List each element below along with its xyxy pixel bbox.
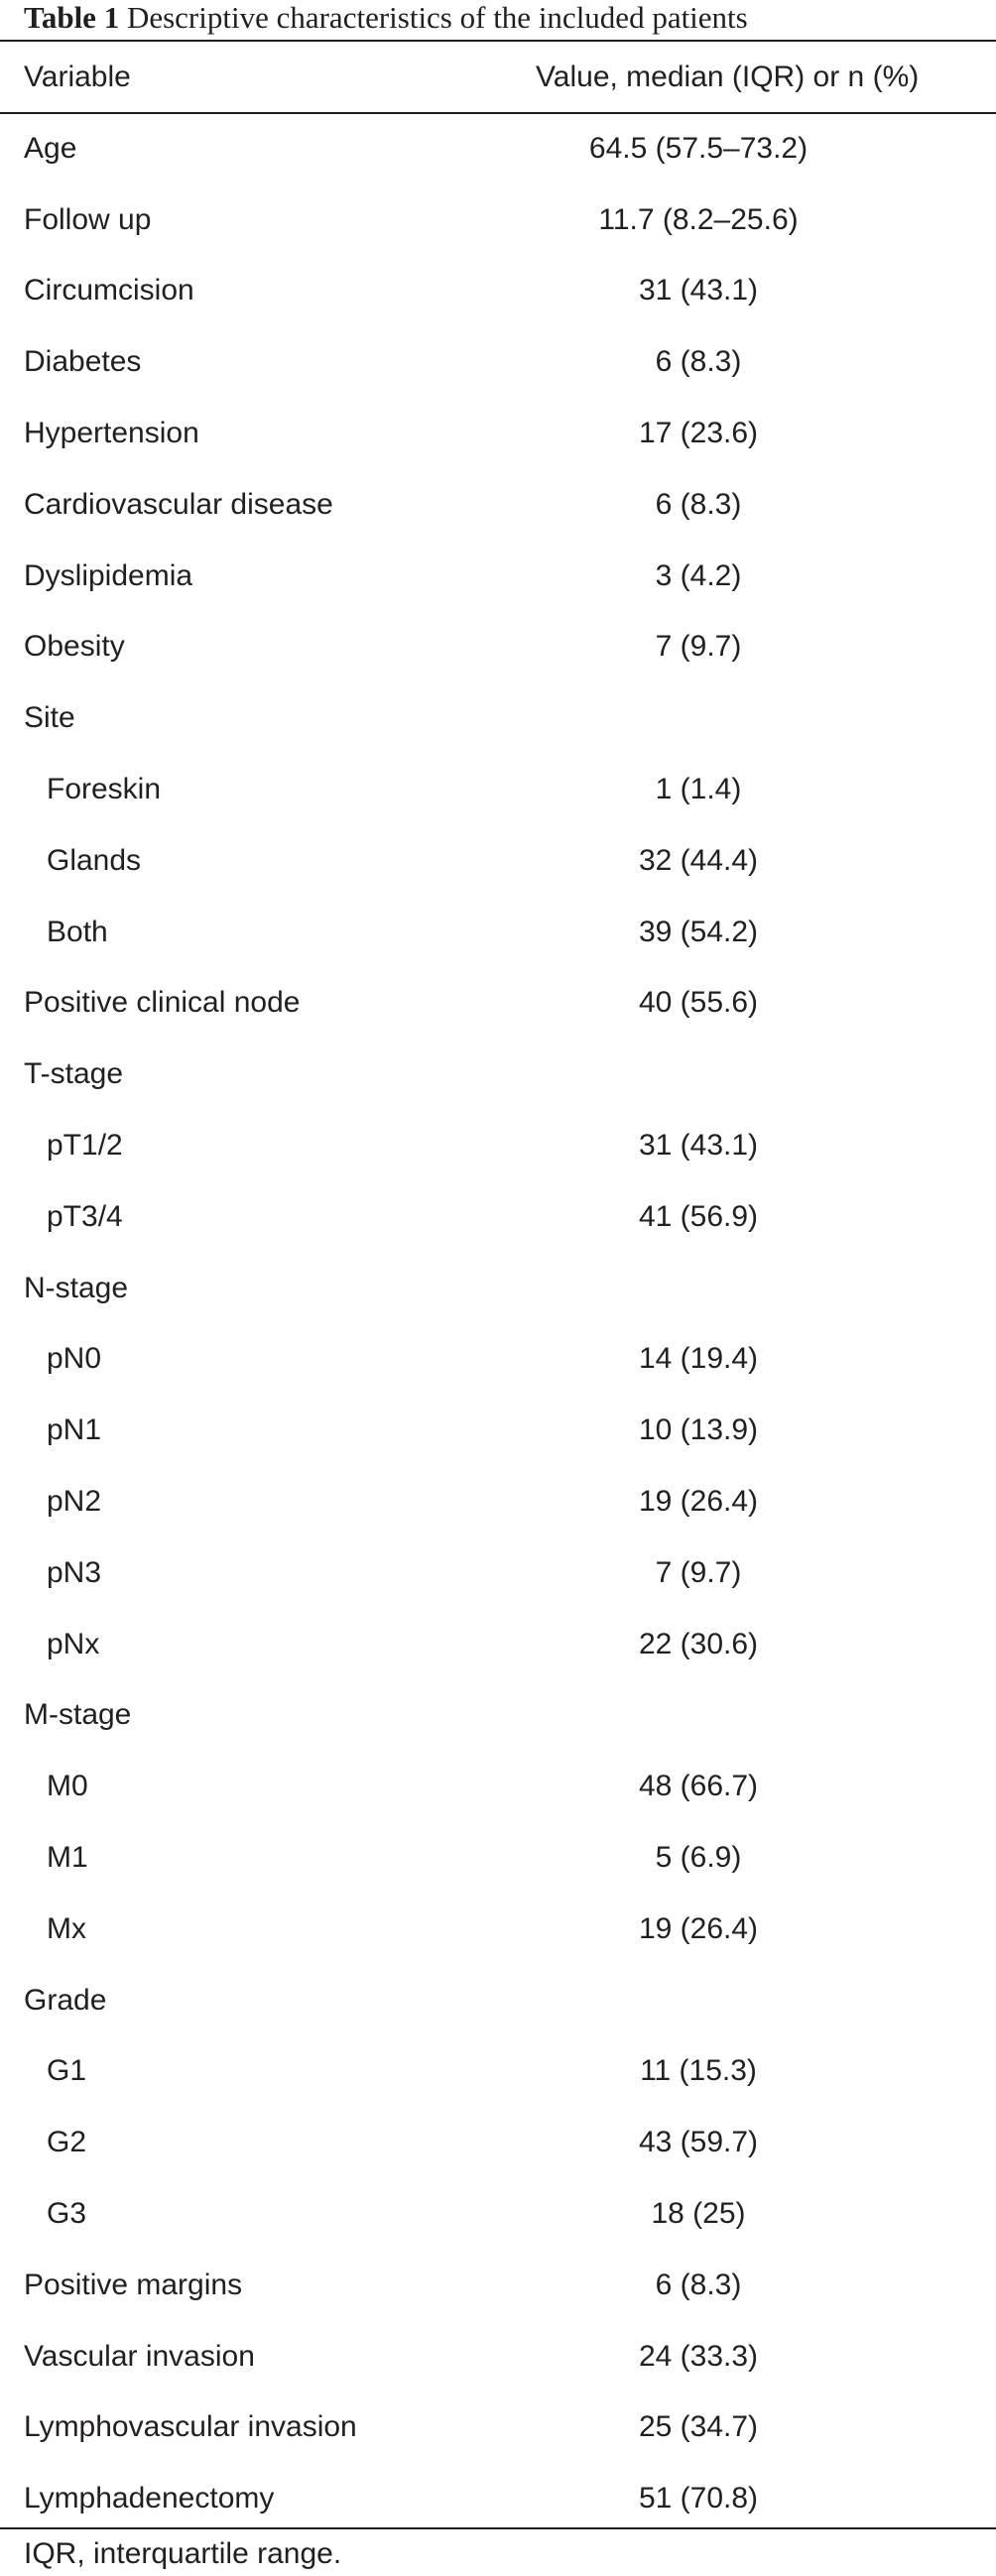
row-variable: Hypertension bbox=[24, 417, 199, 450]
table-row bbox=[0, 1965, 996, 2036]
table-row bbox=[0, 682, 996, 754]
row-value: 11 (15.3) bbox=[640, 2054, 757, 2088]
row-value: 41 (56.9) bbox=[638, 1199, 759, 1233]
row-value: 40 (55.6) bbox=[638, 986, 759, 1020]
row-value: 11.7 (8.2–25.6) bbox=[598, 202, 799, 236]
table-row bbox=[0, 2107, 996, 2178]
table-footnote: IQR, interquartile range. bbox=[24, 2537, 342, 2570]
table-row bbox=[0, 1680, 996, 1752]
row-value: 64.5 (57.5–73.2) bbox=[588, 131, 809, 165]
row-value: 17 (23.6) bbox=[638, 417, 759, 450]
row-variable: Positive clinical node bbox=[24, 986, 301, 1020]
row-variable: Glands bbox=[47, 843, 142, 877]
row-variable: Positive margins bbox=[24, 2268, 243, 2301]
row-variable: Vascular invasion bbox=[24, 2339, 255, 2373]
row-variable: pT3/4 bbox=[47, 1199, 123, 1233]
table-row bbox=[0, 1537, 996, 1609]
table-row bbox=[0, 754, 996, 825]
table-row bbox=[0, 469, 996, 541]
table-row bbox=[0, 2178, 996, 2250]
row-value: 31 (43.1) bbox=[638, 274, 759, 307]
table-row bbox=[0, 2321, 996, 2392]
table-row bbox=[0, 2392, 996, 2464]
table-caption bbox=[24, 0, 748, 40]
row-variable: N-stage bbox=[24, 1271, 129, 1304]
row-value: 1 (1.4) bbox=[655, 773, 742, 806]
row-value: 14 (19.4) bbox=[638, 1342, 759, 1376]
table-row bbox=[0, 1822, 996, 1894]
table-row bbox=[0, 612, 996, 683]
row-variable: G3 bbox=[47, 2197, 87, 2230]
header-value: Value, median (IQR) or n (%) bbox=[536, 61, 920, 93]
row-value: 25 (34.7) bbox=[638, 2410, 759, 2444]
row-value: 18 (25) bbox=[651, 2197, 746, 2230]
table-body bbox=[0, 113, 996, 2534]
table-row bbox=[0, 256, 996, 327]
row-value: 22 (30.6) bbox=[638, 1627, 759, 1660]
row-value: 32 (44.4) bbox=[638, 843, 759, 877]
table-row bbox=[0, 2036, 996, 2108]
row-value: 31 (43.1) bbox=[638, 1129, 759, 1163]
table-row bbox=[0, 326, 996, 398]
row-variable: T-stage bbox=[24, 1057, 124, 1091]
row-variable: M0 bbox=[47, 1770, 88, 1803]
row-value: 39 (54.2) bbox=[638, 915, 759, 948]
row-variable: Dyslipidemia bbox=[24, 558, 193, 592]
row-value: 6 (8.3) bbox=[655, 2268, 742, 2301]
table-bottom-rule bbox=[0, 2527, 996, 2529]
row-variable: Diabetes bbox=[24, 345, 142, 379]
row-variable: Obesity bbox=[24, 630, 125, 664]
table-row bbox=[0, 1039, 996, 1110]
row-variable: M1 bbox=[47, 1841, 88, 1875]
row-value: 24 (33.3) bbox=[638, 2339, 759, 2373]
table-caption-label: Table 1 bbox=[24, 0, 120, 35]
row-variable: Both bbox=[47, 915, 108, 948]
row-variable: pN0 bbox=[47, 1342, 102, 1376]
table-row bbox=[0, 1894, 996, 1965]
row-variable: Age bbox=[24, 131, 77, 165]
table-row bbox=[0, 1395, 996, 1466]
table-row bbox=[0, 398, 996, 469]
row-variable: Circumcision bbox=[24, 274, 194, 307]
table-row bbox=[0, 2463, 996, 2534]
table-caption-text: Descriptive characteristics of the included patients bbox=[126, 0, 748, 35]
row-variable: Cardiovascular disease bbox=[24, 487, 333, 521]
row-variable: G2 bbox=[47, 2126, 87, 2159]
table-row bbox=[0, 541, 996, 612]
row-variable: Site bbox=[24, 701, 75, 735]
row-value: 48 (66.7) bbox=[638, 1770, 759, 1803]
row-value: 7 (9.7) bbox=[655, 1555, 742, 1589]
row-variable: Grade bbox=[24, 1983, 107, 2017]
table-row bbox=[0, 1324, 996, 1396]
row-variable: G1 bbox=[47, 2054, 87, 2088]
table-row bbox=[0, 1253, 996, 1324]
table-row bbox=[0, 897, 996, 968]
row-variable: M-stage bbox=[24, 1698, 132, 1732]
row-variable: Lymphadenectomy bbox=[24, 2482, 275, 2515]
row-variable: pNx bbox=[47, 1627, 100, 1660]
row-variable: Mx bbox=[47, 1911, 86, 1945]
row-variable: pN3 bbox=[47, 1555, 102, 1589]
table-row bbox=[0, 825, 996, 897]
table-row bbox=[0, 1751, 996, 1822]
table-row bbox=[0, 1110, 996, 1181]
table-row bbox=[0, 1609, 996, 1680]
table-row bbox=[0, 968, 996, 1040]
row-variable: Lymphovascular invasion bbox=[24, 2410, 357, 2444]
row-value: 43 (59.7) bbox=[638, 2126, 759, 2159]
row-value: 10 (13.9) bbox=[638, 1413, 759, 1447]
row-value: 6 (8.3) bbox=[655, 487, 742, 521]
row-variable: pT1/2 bbox=[47, 1129, 123, 1163]
table-row bbox=[0, 113, 996, 184]
header-variable: Variable bbox=[24, 61, 131, 93]
row-value: 19 (26.4) bbox=[638, 1911, 759, 1945]
table-row bbox=[0, 184, 996, 256]
table-row bbox=[0, 1466, 996, 1537]
row-value: 51 (70.8) bbox=[638, 2482, 759, 2515]
row-value: 6 (8.3) bbox=[655, 345, 742, 379]
row-value: 3 (4.2) bbox=[655, 558, 742, 592]
row-variable: Foreskin bbox=[47, 773, 162, 806]
row-variable: Follow up bbox=[24, 202, 152, 236]
row-value: 19 (26.4) bbox=[638, 1485, 759, 1519]
table-header-row bbox=[0, 42, 996, 112]
table-row bbox=[0, 2250, 996, 2321]
row-variable: pN1 bbox=[47, 1413, 102, 1447]
table-row bbox=[0, 1181, 996, 1253]
row-value: 5 (6.9) bbox=[655, 1841, 742, 1875]
row-variable: pN2 bbox=[47, 1485, 102, 1519]
row-value: 7 (9.7) bbox=[655, 630, 742, 664]
